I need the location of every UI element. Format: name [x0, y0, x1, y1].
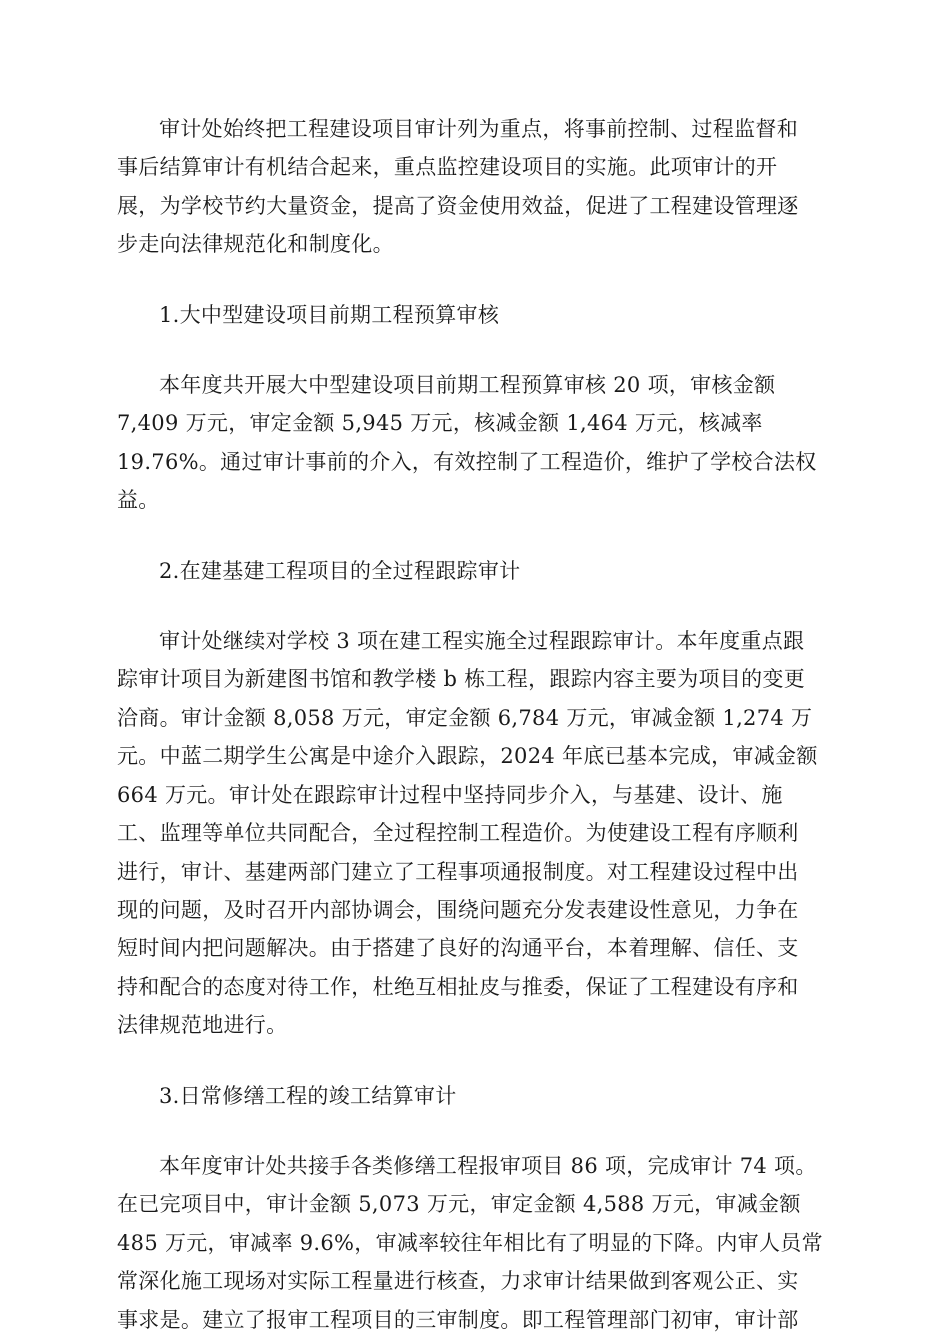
text-line: 步走向法律规范化和制度化。 — [117, 232, 394, 257]
text-line: 洽商。审计金额 8,058 万元，审定金额 6,784 万元，审减金额 1,274 万 — [117, 705, 813, 730]
text-line: 元。中蓝二期学生公寓是中途介入跟踪，2024 年底已基本完成，审减金额 — [117, 744, 818, 769]
text-line: 本年度审计处共接手各类修缮工程报审项目 86 项，完成审计 74 项。 — [159, 1153, 817, 1178]
text-line: 踪审计项目为新建图书馆和教学楼 b 栋工程，跟踪内容主要为项目的变更 — [117, 667, 805, 692]
text-line: 现的问题，及时召开内部协调会，围绕问题充分发表建设性意见，力争在 — [117, 897, 799, 922]
section-2-paragraph — [117, 622, 833, 1044]
text-line: 持和配合的态度对待工作，杜绝互相扯皮与推委，保证了工程建设有序和 — [117, 974, 799, 999]
text-line: 短时间内把问题解决。由于搭建了良好的沟通平台，本着理解、信任、支 — [117, 936, 799, 961]
text-line: 事求是。建立了报审工程项目的三审制度。即工程管理部门初审，审计部 — [117, 1307, 799, 1332]
text-line: 本年度共开展大中型建设项目前期工程预算审核 20 项，审核金额 — [159, 373, 776, 398]
text-line: 审计处继续对学校 3 项在建工程实施全过程跟踪审计。本年度重点跟 — [159, 629, 805, 654]
section-heading-1 — [117, 296, 833, 334]
text-line: 7,409 万元，审定金额 5,945 万元，核减金额 1,464 万元，核减率 — [117, 411, 763, 436]
document-page — [117, 110, 833, 1339]
section-heading-3 — [117, 1077, 833, 1115]
heading-text: 1.大中型建设项目前期工程预算审核 — [159, 302, 500, 327]
text-line: 进行，审计、基建两部门建立了工程事项通报制度。对工程建设过程中出 — [117, 859, 799, 884]
section-heading-2 — [117, 552, 833, 590]
text-line: 19.76%。通过审计事前的介入，有效控制了工程造价，维护了学校合法权 — [117, 449, 817, 474]
text-line: 益。 — [117, 488, 160, 513]
text-line: 事后结算审计有机结合起来，重点监控建设项目的实施。此项审计的开 — [117, 155, 778, 180]
text-line: 常深化施工现场对实际工程量进行核查，力求审计结果做到客观公正、实 — [117, 1269, 799, 1294]
heading-text: 2.在建基建工程项目的全过程跟踪审计 — [159, 558, 521, 583]
text-line: 664 万元。审计处在跟踪审计过程中坚持同步介入，与基建、设计、施 — [117, 782, 783, 807]
text-line: 485 万元，审减率 9.6%，审减率较往年相比有了明显的下降。内审人员常 — [117, 1230, 823, 1255]
text-line: 审计处始终把工程建设项目审计列为重点，将事前控制、过程监督和 — [159, 117, 798, 141]
text-line: 在已完项目中，审计金额 5,073 万元，审定金额 4,588 万元，审减金额 — [117, 1192, 801, 1217]
text-line: 展，为学校节约大量资金，提高了资金使用效益，促进了工程建设管理逐 — [117, 193, 799, 218]
text-line: 法律规范地进行。 — [117, 1013, 288, 1038]
intro-paragraph — [117, 110, 833, 264]
text-line: 工、监理等单位共同配合，全过程控制工程造价。为使建设工程有序顺利 — [117, 821, 799, 846]
heading-text: 3.日常修缮工程的竣工结算审计 — [159, 1083, 457, 1108]
section-1-paragraph — [117, 366, 833, 520]
section-3-paragraph — [117, 1147, 833, 1339]
